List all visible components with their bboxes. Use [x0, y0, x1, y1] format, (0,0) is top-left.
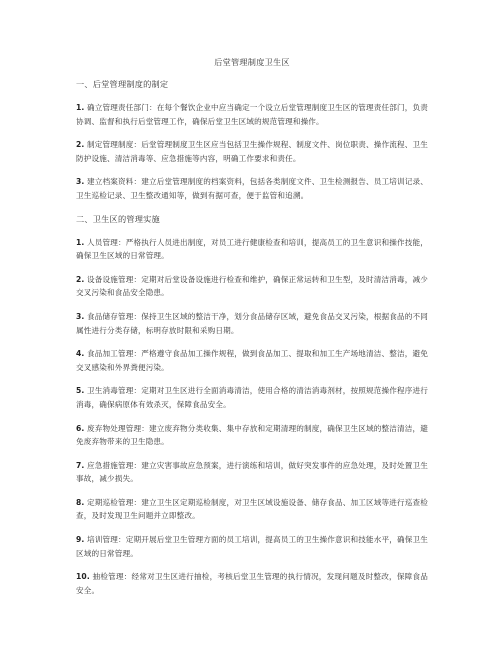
paragraph-number: 2. [76, 140, 85, 150]
paragraph-number: 4. [76, 349, 85, 359]
paragraph-text: 人员管理：严格执行人员进出制度，对员工进行健康检查和培训，提高员工的卫生意识和操作技能，确保卫生区域的日常管理。 [76, 237, 428, 261]
document-title: 后堂管理制度卫生区 [214, 57, 290, 67]
paragraph-text: 确立管理责任部门：在每个餐饮企业中应当确定一个设立后堂管理制度卫生区的管理责任部门，负责协调、监督和执行后堂管理工作，确保后堂卫生区域的规范管理和操作。 [76, 103, 428, 126]
paragraph-text: 培训管理：定期开展后堂卫生管理方面的员工培训，提高员工的卫生操作意识和技能水平，确保卫生区域的日常管理。 [76, 535, 428, 558]
paragraph-text: 制定管理制度：后堂管理制度卫生区应当包括卫生操作规程、制度文件、岗位职责、操作流程、卫生防护设施、清洁消毒等、应急措施等内容，明确工作要求和责任。 [76, 140, 428, 163]
paragraph-text: 抽检管理：经常对卫生区进行抽检，考核后堂卫生管理的执行情况，发现问题及时整改，保障食品安全。 [76, 572, 428, 595]
paragraph [76, 459, 428, 486]
paragraph [76, 101, 428, 128]
paragraph [76, 236, 428, 263]
paragraph-text: 设备设施管理：定期对后堂设备设施进行检查和维护，确保正常运转和卫生型，及时清洁消毒，减少交叉污染和食品安全隐患。 [76, 274, 428, 298]
paragraph [76, 347, 428, 374]
paragraph [76, 533, 428, 560]
paragraph-number: 2. [76, 274, 85, 284]
paragraph-text: 食品加工管理：严格遵守食品加工操作规程，做到食品加工、提取和加工生产场地清洁、整洁，避免交叉感染和外界粪便污染。 [76, 349, 428, 372]
paragraph-text: 卫生消毒管理：定期对卫生区进行全面消毒清洁，使用合格的清洁消毒剂材，按照规范操作程序进行消毒，确保病原体有效杀灭，保障食品安全。 [76, 386, 428, 409]
section-heading-2: 二、卫生区的管理实施 [76, 213, 160, 224]
paragraph-text: 建立档案资料：建立后堂管理制度的档案资料，包括各类制度文件、卫生检测报告、员工培训记录、卫生巡检记录、卫生整改通知等，做到有据可查，便于监管和追溯。 [76, 177, 428, 200]
paragraph-number: 9. [76, 535, 85, 545]
paragraph-number: 1. [76, 237, 85, 247]
paragraph-number: 1. [76, 103, 85, 112]
paragraph-text: 定期巡检管理：建立卫生区定期巡检制度，对卫生区域设施设备、储存食品、加工区域等进行巡查检查，及时发现卫生问题并立即整改。 [76, 497, 428, 521]
paragraph-number: 3. [76, 311, 85, 321]
paragraph-number: 6. [76, 423, 85, 433]
paragraph [76, 384, 428, 411]
paragraph-number: 7. [76, 460, 85, 470]
paragraph [76, 496, 428, 523]
paragraph-text: 废弃物处理管理：建立废弃物分类收集、集中存放和定期清理的制度，确保卫生区域的整洁清洁，避免废弃物带来的卫生隐患。 [76, 423, 428, 447]
section-heading-1: 一、后堂管理制度的制定 [76, 79, 169, 89]
paragraph [76, 175, 428, 202]
paragraph-number: 5. [76, 386, 85, 396]
document-page [76, 56, 428, 607]
paragraph-number: 3. [76, 177, 85, 187]
paragraph-text: 应急措施管理：建立灾害事故应急预案，进行演练和培训，做好突发事件的应急处理，及时处置卫生事故，减少损失。 [76, 460, 428, 484]
paragraph [76, 138, 428, 165]
paragraph [76, 570, 428, 597]
paragraph [76, 310, 428, 337]
paragraph-number: 8. [76, 497, 85, 507]
paragraph-number: 10. [76, 572, 90, 582]
paragraph [76, 273, 428, 300]
paragraph [76, 422, 428, 449]
paragraph-text: 食品储存管理：保持卫生区域的整洁干净，划分食品储存区域，避免食品交叉污染，根据食品的不同属性进行分类存储，标明存放时限和采购日期。 [76, 311, 428, 335]
